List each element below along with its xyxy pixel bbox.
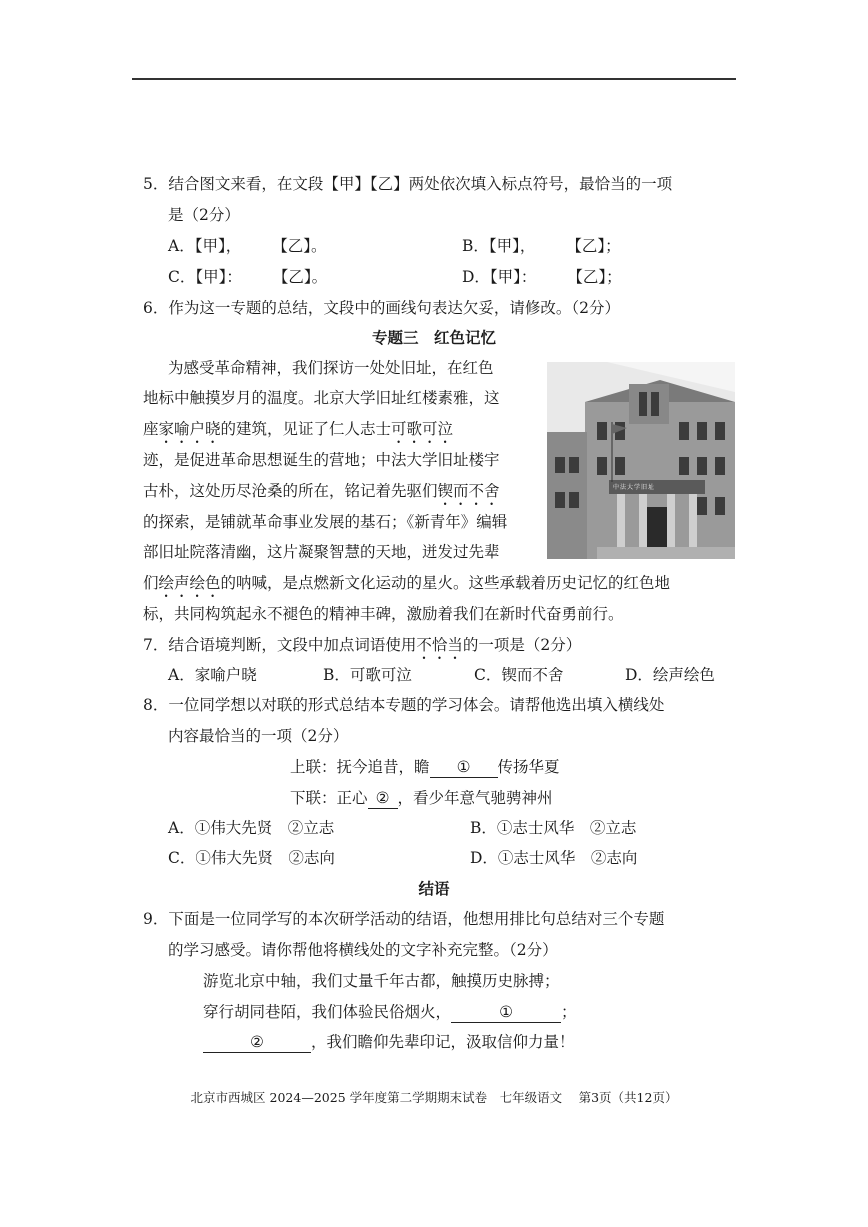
parallel-blank-1[interactable]: ① — [451, 1002, 561, 1023]
q5-stem-line2: 是（2分） — [168, 206, 240, 224]
q8-option-d: D．①志士风华 ②志向 — [470, 849, 638, 867]
dotted-word-1: 家喻户晓 — [158, 420, 221, 438]
couplet-upper — [290, 756, 560, 778]
q5-stem-line1: 5．结合图文来看，在文段【甲】【乙】两处依次填入标点符号，最恰当的一项 — [143, 175, 673, 193]
parallel-text: 穿行胡同巷陌，我们体验民俗烟火， — [203, 1003, 452, 1021]
passage-text: 的建筑，见证了仁人志士 — [220, 420, 392, 438]
topic3-title: 专题三 红色记忆 — [371, 329, 496, 347]
couplet-lower — [290, 787, 553, 809]
building-sign-text: 中法大学旧址 — [613, 484, 656, 491]
building-photo — [547, 362, 735, 559]
q7-text: 的一项是（2分） — [462, 636, 582, 654]
passage-line8 — [143, 572, 670, 601]
passage-text: 的呐喊，是点燃新文化运动的星火。这些承载着历史记忆的红色地 — [220, 574, 671, 592]
building-illustration — [547, 362, 735, 559]
passage-line9: 标，共同构筑起永不褪色的精神丰碑，激励着我们在新时代奋勇前行。 — [143, 605, 624, 623]
dotted-word-2: 可歌可泣 — [391, 420, 454, 438]
q5-option-b: B．【甲】， 【乙】； — [462, 237, 621, 255]
q5-option-d: D．【甲】： 【乙】； — [462, 268, 622, 286]
parallel-text: ，我们瞻仰先辈印记，汲取信仰力量！ — [311, 1033, 575, 1051]
q7-option-d: D．绘声绘色 — [625, 666, 715, 684]
couplet-upper-text: 传扬华夏 — [497, 758, 560, 776]
parallel-line1: 游览北京中轴，我们丈量千年古都，触摸历史脉搏； — [203, 972, 560, 990]
couplet-blank-1[interactable]: ① — [430, 757, 498, 778]
q7-text: 7．结合语境判断，文段中加点词语使用 — [143, 636, 417, 654]
header-rule — [132, 78, 736, 80]
couplet-lower-text: ，看少年意气驰骋神州 — [397, 789, 553, 807]
passage-text: 古朴，这处历尽沧桑的所在，铭记着先驱们 — [143, 482, 438, 500]
q8-option-c: C．①伟大先贤 ②志向 — [168, 849, 335, 867]
q5-option-a: A．【甲】， 【乙】。 — [168, 237, 327, 255]
q6-stem: 6．作为这一专题的总结，文段中的画线句表达欠妥，请修改。（2分） — [143, 299, 620, 317]
couplet-lower-text: 下联：正心 — [290, 789, 368, 807]
q5-option-c: C．【甲】： 【乙】。 — [168, 268, 328, 286]
parallel-line3 — [203, 1031, 575, 1053]
q8-option-b: B．①志士风华 ②立志 — [470, 819, 637, 837]
conclusion-title: 结语 — [418, 880, 450, 898]
passage-line1: 为感受革命精神，我们探访一处处旧址，在红色 — [168, 359, 494, 377]
passage-line6: 的探索，是铺就革命事业发展的基石；《新青年》编辑 — [143, 513, 508, 531]
q9-stem-line2: 的学习感受。请你帮他将横线处的文字补充完整。（2分） — [168, 941, 558, 959]
couplet-blank-2[interactable]: ② — [368, 788, 398, 809]
q8-option-a: A．①伟大先贤 ②立志 — [168, 819, 335, 837]
passage-line4: 迹，是促进革命思想诞生的营地；中法大学旧址楼宇 — [143, 451, 500, 469]
passage-line5 — [143, 480, 500, 509]
q8-stem-line2: 内容最恰当的一项（2分） — [168, 727, 349, 745]
dotted-word-4: 绘声绘色 — [158, 574, 221, 592]
couplet-upper-text: 上联：抚今追昔，瞻 — [290, 758, 430, 776]
q7-option-c: C．锲而不舍 — [474, 666, 564, 684]
q8-stem-line1: 8．一位同学想以对联的形式总结本专题的学习体会。请帮他选出填入横线处 — [143, 696, 665, 714]
passage-line3 — [143, 418, 453, 447]
q7-option-b: B．可歌可泣 — [323, 666, 412, 684]
passage-line7: 部旧址院落清幽，这片凝聚智慧的天地，迸发过先辈 — [143, 543, 500, 561]
passage-text: 们 — [143, 574, 159, 592]
dotted-word-3: 锲而不舍 — [437, 482, 500, 500]
page-footer: 北京市西城区 2024—2025 学年度第二学期期末试卷 七年级语文 第3页（共12页） — [190, 1090, 678, 1105]
q9-stem-line1: 9．下面是一位同学写的本次研学活动的结语，他想用排比句总结对三个专题 — [143, 910, 665, 928]
parallel-text: ； — [561, 1003, 577, 1021]
passage-text: 座 — [143, 420, 159, 438]
passage-line2: 地标中触摸岁月的温度。北京大学旧址红楼素雅，这 — [143, 389, 500, 407]
parallel-line2 — [203, 1001, 577, 1023]
parallel-blank-2[interactable]: ② — [203, 1032, 311, 1053]
q7-stem — [143, 634, 581, 663]
q7-emphasis: 不恰当 — [416, 636, 463, 654]
q7-option-a: A．家喻户晓 — [168, 666, 257, 684]
